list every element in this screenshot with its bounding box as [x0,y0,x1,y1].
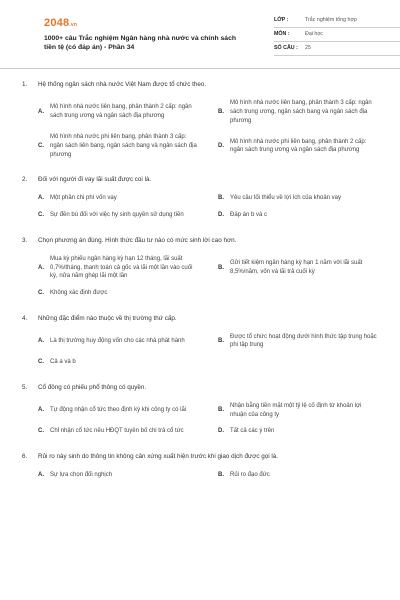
option-letter: B. [218,195,224,202]
option-text: Tất cả các ý trên [230,428,275,435]
option-d[interactable] [218,211,378,220]
option-c[interactable] [38,427,198,436]
question-list [22,80,378,496]
option-text: Cả a và b [50,359,76,366]
option-text: Gửi tiết kiệm ngân hàng kỳ hạn 1 năm với lãi suất 8,5%/năm, vốn và lãi trả cuối kỳ [230,260,363,275]
option-letter: A. [38,407,44,414]
option-a[interactable] [38,194,198,203]
option-a[interactable] [38,402,198,419]
meta-value: Trắc nghiệm tổng hợp [305,16,357,23]
question-text: Cổ đông có phiếu phổ thông có quyền. [38,383,147,391]
option-letter: C. [38,289,44,296]
option-letter: B. [218,472,224,479]
option-b[interactable] [218,194,378,203]
question-number: 5. [22,383,28,391]
option-c[interactable] [38,358,378,367]
document-meta [274,14,400,56]
option-letter: A. [38,108,44,115]
option-letter: D. [218,428,224,435]
option-text: Mô hình nhà nước liên bang, phân thành 2 cấp: ngân sách trung ương và ngân sách địa phương [50,104,192,120]
option-letter: A. [38,472,44,479]
option-d[interactable] [218,133,378,159]
option-text: Nhận bằng tiền mặt một tỷ lệ cố định từ khoản lợi nhuận của công ty [230,402,362,418]
logo-suffix: .vn [69,22,78,28]
question-number: 3. [22,236,28,244]
option-b[interactable] [218,471,378,480]
meta-key: SỐ CÂU : [274,44,298,51]
question-text: Những đặc điểm nào thuộc về thị trường thứ cấp. [38,314,177,322]
option-letter: B. [218,338,224,345]
option-text: Mua kỳ phiếu ngân hàng kỳ hạn 12 tháng, lãi suất 0,7%/tháng, thanh toán cả gốc và lãi một lần vào cuối kỳ, nửa năm ghép lãi một lần [50,255,193,280]
option-b[interactable] [218,99,378,125]
option-a[interactable] [38,333,198,350]
question-2 [22,175,378,220]
document-title: 1000+ câu Trắc nghiệm Ngân hàng nhà nước và chính sách tiền tệ (có đáp án) - Phần 34 [44,35,237,52]
option-a[interactable] [38,255,198,281]
question-number: 4. [22,314,28,322]
meta-row-count [274,42,400,56]
option-letter: C. [38,142,44,149]
option-b[interactable] [218,255,378,281]
option-text: Mô hình nhà nước phi liên bang, phân thành 2 cấp: ngân sách trung ương và ngân sách địa phương [230,138,367,154]
option-text: Không xác định được [50,289,108,296]
question-number: 2. [22,176,28,184]
option-a[interactable] [38,471,198,480]
question-4 [22,314,378,367]
meta-key: LỚP : [274,16,289,23]
option-text: Mô hình nhà nước phi liên bang, phân thành 3 cấp: ngân sách liên bang, ngân sách bang và ngân sách địa phương [50,134,197,158]
option-letter: A. [38,264,44,271]
option-d[interactable] [218,427,378,436]
question-3 [22,236,378,298]
option-letter: D. [218,212,224,219]
option-b[interactable] [218,402,378,419]
option-letter: B. [218,108,224,115]
option-text: Chỉ nhận cổ tức nếu HĐQT tuyên bố chi trả cổ tức [50,428,184,435]
option-text: Tự động nhận cổ tức theo định kỳ khi công ty có lãi [50,407,187,414]
meta-row-subject [274,28,400,42]
option-text: Đáp án b và c [230,212,268,219]
question-text: Rủi ro này sinh do thông tin không cân xứng xuất hiện trước khi giao dịch được gọi là. [38,453,279,460]
question-number: 6. [22,453,28,460]
question-1 [22,80,378,159]
page-header [22,0,378,64]
header-divider [0,68,400,69]
option-text: Sự lựa chọn đối nghịch [50,472,113,479]
option-c[interactable] [38,133,198,159]
option-text: Mô hình nhà nước liên bang, phân thành 3 cấp: ngân sách trung ương, ngân sách bang và ngân sách địa phương [230,100,372,124]
site-logo[interactable] [44,16,77,32]
option-letter: D. [218,142,224,149]
option-c[interactable] [38,289,378,298]
question-6 [22,452,378,480]
option-text: Được tổ chức hoạt động dưới hình thức tập trung hoặc phi tập trung [230,333,377,349]
option-letter: C. [38,212,44,219]
option-letter: C. [38,359,44,366]
question-5 [22,383,378,436]
meta-value: 25 [305,44,311,51]
option-letter: B. [218,264,224,271]
meta-key: MÔN : [274,30,290,37]
meta-value: Đại học [305,30,323,37]
option-text: Sự đền bù đối với việc hy sinh quyền sử dụng tiền [50,212,184,219]
option-letter: A. [38,195,44,202]
option-a[interactable] [38,99,198,125]
option-letter: B. [218,407,224,414]
option-text: Rủi ro đạo đức [230,472,270,479]
meta-row-class [274,14,400,28]
option-text: Một phần chi phí vốn vay [50,195,117,202]
option-b[interactable] [218,333,378,350]
option-letter: A. [38,338,44,345]
question-number: 1. [22,81,28,88]
logo-text: 2048 [44,17,70,29]
question-text: Đối với người đi vay lãi suất được coi là. [38,176,152,184]
option-text: Là thị trường huy động vốn cho các nhà phát hành [50,338,185,345]
question-text: Chọn phương án đúng. Hình thức đầu tư nào có mức sinh lời cao hơn. [38,236,237,244]
option-letter: C. [38,428,44,435]
option-text: Yêu cầu tối thiểu về lợi ích của khoản vay [230,195,341,202]
question-text: Hệ thống ngân sách nhà nước Việt Nam được tổ chức theo. [38,81,207,88]
option-c[interactable] [38,211,198,220]
